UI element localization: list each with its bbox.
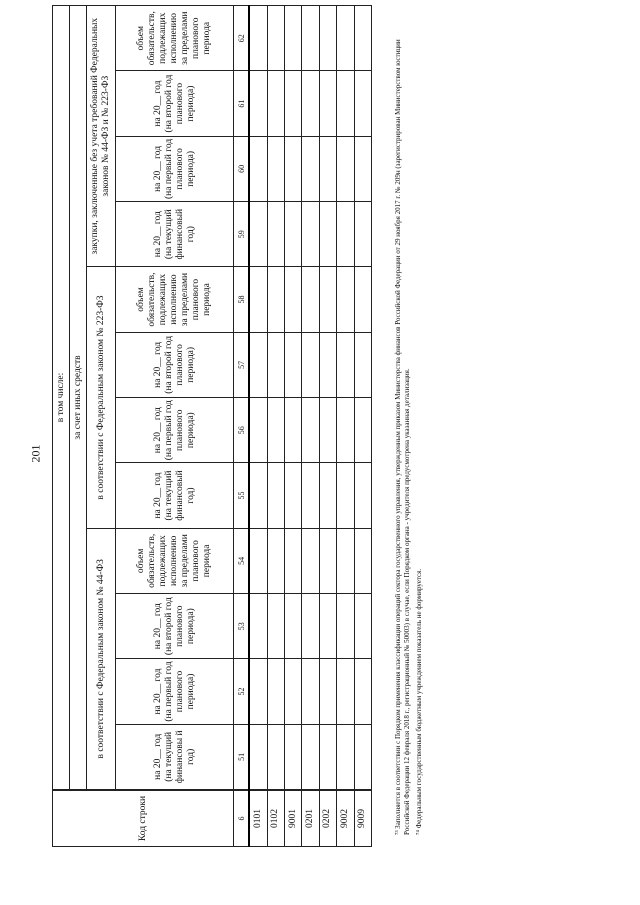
index-cell: 58	[234, 267, 250, 332]
col-223-current: на 20__ год (на текущий финансовый год)	[116, 463, 234, 528]
col-other-current: на 20__ год (на текущий финансовый год)	[116, 202, 234, 267]
col-44-current: на 20__ год (на текущий финансовы й год)	[116, 724, 234, 789]
index-cell: 55	[234, 463, 250, 528]
index-cell: 53	[234, 594, 250, 659]
index-cell: 61	[234, 71, 250, 136]
col-223-first: на 20__ год (на первый год планового периода)	[116, 398, 234, 463]
col-223-second: на 20__ год (на второй год планового периода)	[116, 332, 234, 397]
col-44-first: на 20__ год (на первый год планового периода)	[116, 659, 234, 724]
table-row	[249, 6, 267, 847]
index-cell: 62	[234, 6, 250, 71]
row-code: 9002	[337, 791, 354, 847]
in-that-number-header: в том числе:	[53, 6, 70, 790]
col-other-beyond: объем обязательств, подлежащих исполнению за пределами планового периода	[116, 6, 234, 71]
table-row	[337, 6, 354, 847]
row-code: 9009	[354, 791, 371, 847]
table-row	[267, 6, 284, 847]
index-cell: 51	[234, 724, 250, 789]
row-code: 0201	[302, 791, 319, 847]
index-cell: 52	[234, 659, 250, 724]
col-other-first: на 20__ год (на первый год планового периода)	[116, 136, 234, 201]
table-row	[302, 6, 319, 847]
footnote-73: ⁷³ Заполняется в соответствии с Порядком применения классификации операций сектора государственного управления, утвержденным приказом Министерства финансов Российской Федерации от 29 ноября 2017 г. № 209н (зарегистрирован Министерством юстиции Российской Федерации 12 февраля 2018 г., регистрационный № 50003) в случае, если Порядком органа - учредителя предусмотрена указанная детализация.	[394, 39, 411, 835]
purchases-table	[52, 5, 372, 847]
group-44-header: в соответствии с Федеральным законом № 44-ФЗ	[87, 528, 116, 789]
col-44-second: на 20__ год (на второй год планового периода)	[116, 594, 234, 659]
page-number: 201	[28, 444, 43, 463]
index-cell: 60	[234, 136, 250, 201]
column-index-row	[234, 6, 250, 847]
col-223-beyond: объем обязательств, подлежащих исполнению за пределами планового периода	[116, 267, 234, 332]
row-code: 0101	[249, 791, 267, 847]
table-row	[319, 6, 336, 847]
index-cell: 57	[234, 332, 250, 397]
index-cell: 59	[234, 202, 250, 267]
table-row	[284, 6, 301, 847]
index-cell: 54	[234, 528, 250, 593]
code-column-header: Код строки	[53, 791, 234, 847]
index-cell: 6	[234, 791, 250, 847]
group-other-header: закупки, заключенные без учета требований Федеральных законов № 44-ФЗ и № 223-ФЗ	[87, 6, 116, 267]
row-code: 0102	[267, 791, 284, 847]
other-sources-header: за счет иных средств	[70, 6, 87, 790]
row-code: 9001	[284, 791, 301, 847]
row-code: 0202	[319, 791, 336, 847]
footnote-74: ⁷⁴ Федеральным государственным бюджетным учреждением показатель не формируется.	[415, 568, 423, 835]
table-row	[354, 6, 371, 847]
footnotes	[394, 25, 427, 835]
index-cell: 56	[234, 398, 250, 463]
col-other-second: на 20__ год (на второй год планового периода)	[116, 71, 234, 136]
group-223-header: в соответствии с Федеральным законом № 223-ФЗ	[87, 267, 116, 528]
col-44-beyond: объем обязательств, подлежащих исполнению за пределами планового периода	[116, 528, 234, 593]
